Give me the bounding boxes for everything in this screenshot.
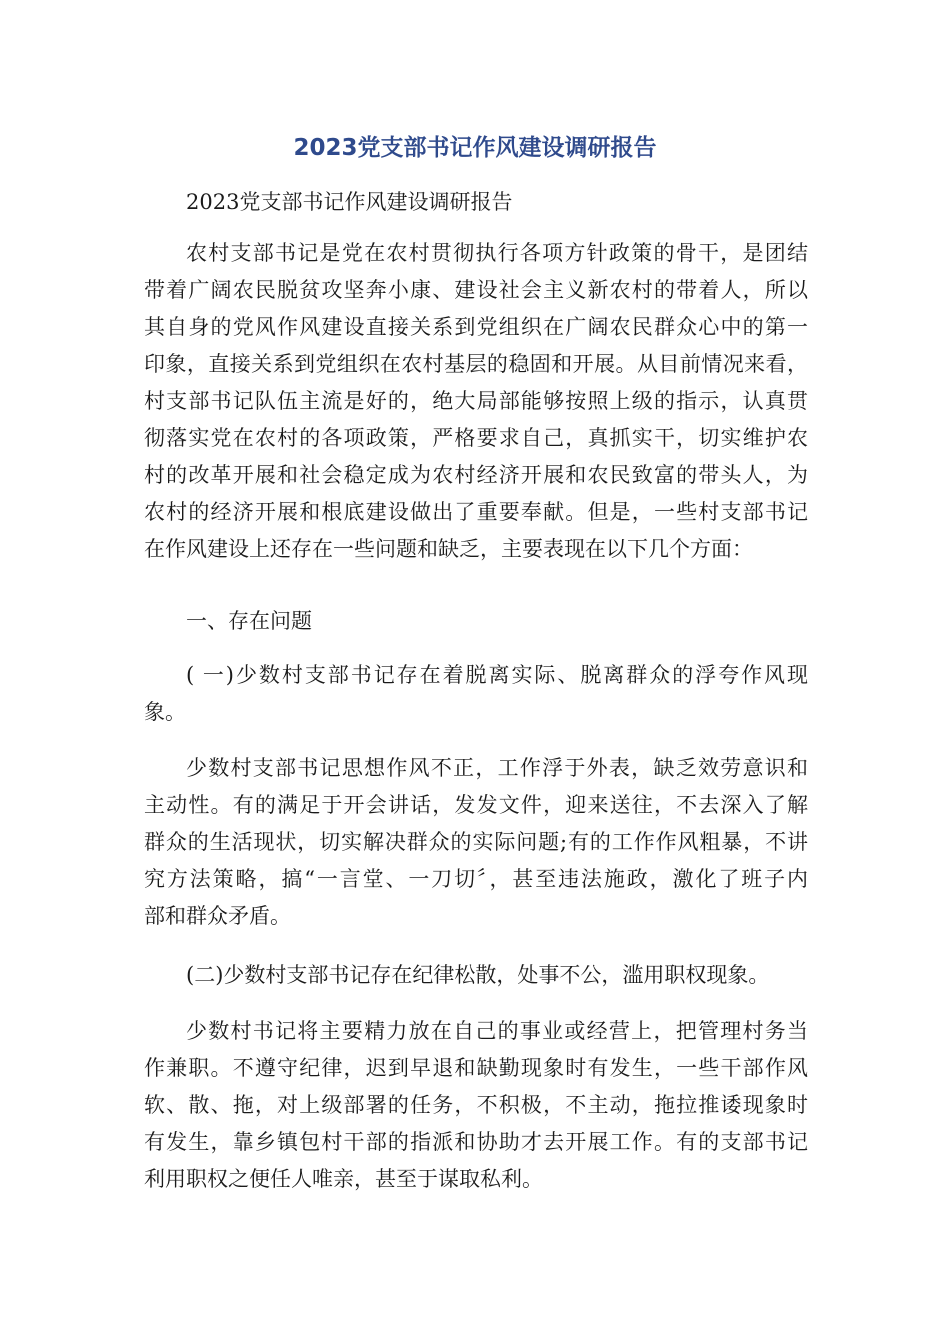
text-line: 其自身的党风作风建设直接关系到党组织在广阔农民群众心中的第一 [144,315,808,339]
subheading-1 [144,657,808,731]
text-line: 少数村书记将主要精力放在自己的事业或经营上，把管理村务当 [186,1019,808,1043]
text-line: 少数村支部书记思想作风不正，工作浮于外表，缺乏效劳意识和 [186,756,808,780]
text-line: 带着广阔农民脱贫攻坚奔小康、建设社会主义新农村的带着人，所以 [144,278,808,302]
text-line: ( 一)少数村支部书记存在着脱离实际、脱离群众的浮夸作风现 [186,663,808,687]
text-line: 在作风建设上还存在一些问题和缺乏，主要表现在以下几个方面： [144,537,753,561]
text-line: 象。 [144,700,186,724]
text-line: 2023党支部书记作风建设调研报告 [186,190,513,214]
text-line: 印象，直接关系到党组织在农村基层的稳固和开展。从目前情况来看， [144,352,808,376]
paragraph-intro [144,235,808,568]
text-line: 彻落实党在农村的各项政策，严格要求自己，真抓实干，切实维护农 [144,426,808,450]
document-title: 2023党支部书记作风建设调研报告 [293,135,657,161]
subheading-2 [144,957,808,994]
text-line: 群众的生活现状，切实解决群众的实际问题;有的工作作风粗暴，不讲 [144,830,808,854]
text-line: 利用职权之便任人唯亲，甚至于谋取私利。 [144,1167,543,1191]
paragraph-detail-2 [144,1013,808,1198]
text-line: (二)少数村支部书记存在纪律松散，处事不公，滥用职权现象。 [186,963,770,987]
text-line: 村的改革开展和社会稳定成为农村经济开展和农民致富的带头人，为 [144,463,808,487]
text-line: 主动性。有的满足于开会讲话，发发文件，迎来送往，不去深入了解 [144,793,808,817]
text-line: 一、存在问题 [186,609,312,633]
text-line: 村支部书记队伍主流是好的，绝大局部能够按照上级的指示，认真贯 [144,389,808,413]
text-line: 软、散、拖，对上级部署的任务，不积极，不主动，拖拉推诿现象时 [144,1093,808,1117]
section-heading-problems [144,603,808,640]
text-line: 究方法策略，搞“一言堂、一刀切〞，甚至违法施政，激化了班子内 [144,867,808,891]
paragraph-detail-1 [144,750,808,935]
text-line: 农村支部书记是党在农村贯彻执行各项方针政策的骨干，是团结 [186,241,808,265]
document-subtitle [144,184,808,221]
text-line: 部和群众矛盾。 [144,904,291,928]
text-line: 有发生，靠乡镇包村干部的指派和协助才去开展工作。有的支部书记 [144,1130,808,1154]
text-line: 作兼职。不遵守纪律，迟到早退和缺勤现象时有发生，一些干部作风 [144,1056,808,1080]
text-line: 农村的经济开展和根底建设做出了重要奉献。但是，一些村支部书记 [144,500,808,524]
